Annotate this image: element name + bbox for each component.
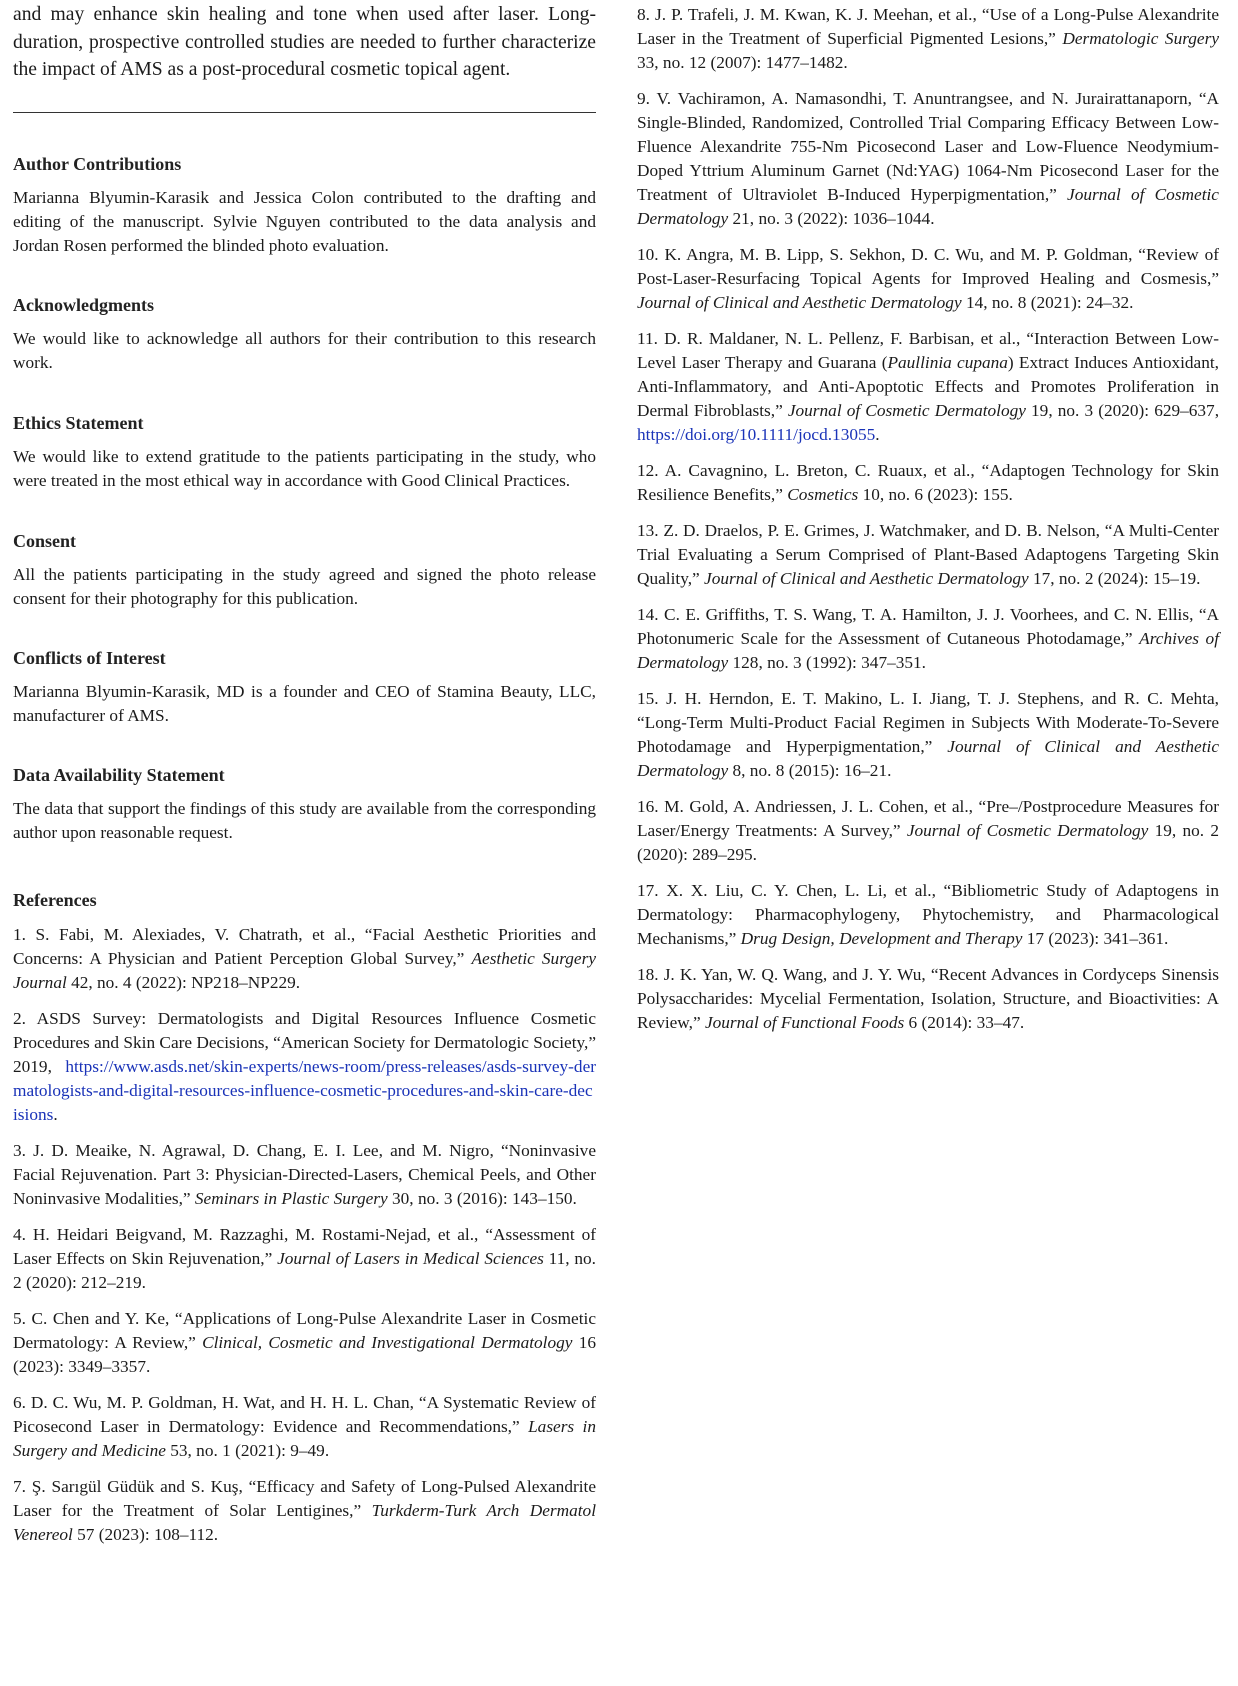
reference-text: 15. J. H. Herndon, E. T. Makino, L. I. Jiang, T. J. Stephens, and R. C. Mehta, “Long-Term Multi-Product Facial Regimen in Subjects With Moderate-To-Severe Photodamage and Hyperpigmentation,” [637,689,1219,756]
reference-details: 16 (2023): 3349–3357. [13,1332,596,1376]
reference-item [637,87,1219,231]
reference-item [13,1223,596,1295]
reference-journal: Journal of Functional Foods [704,1013,905,1032]
reference-journal: Cosmetics [787,485,859,504]
reference-journal: Journal of Clinical and Aesthetic Dermatology [637,737,1219,780]
section-ethics-statement [13,412,596,493]
section-heading: Ethics Statement [13,412,144,433]
reference-text: 3. J. D. Meaike, N. Agrawal, D. Chang, E. I. Lee, and M. Nigro, “Noninvasive Facial Rejuvenation. Part 3: Physician-Directed-Lasers, Chemical Peels, and Other Noninvasive Modalities,” [13,1140,596,1208]
reference-text: 7. Ş. Sarıgül Güdük and S. Kuş, “Efficacy and Safety of Long-Pulsed Alexandrite Laser for the Treatment of Solar Lentigines,” [13,1476,596,1520]
reference-journal: Archives of Dermatology [637,629,1219,672]
section-body: We would like to acknowledge all authors for their contribution to this research work. [13,328,596,372]
reference-text: 12. A. Cavagnino, L. Breton, C. Ruaux, et al., “Adaptogen Technology for Skin Resilience Benefits,” [637,461,1219,504]
reference-text: 1. S. Fabi, M. Alexiades, V. Chatrath, et al., “Facial Aesthetic Priorities and Concerns: A Physician and Patient Perception Global Survey,” [13,924,596,968]
reference-journal: Journal of Lasers in Medical Sciences [277,1248,544,1268]
reference-details: 33, no. 12 (2007): 1477–1482. [637,53,848,72]
reference-text: 8. J. P. Trafeli, J. M. Kwan, K. J. Meehan, et al., “Use of a Long-Pulse Alexandrite Laser in the Treatment of Superficial Pigmented Lesions,” [637,5,1219,48]
reference-journal: Seminars in Plastic Surgery [194,1188,388,1208]
section-consent [13,530,596,611]
reference-details: 42, no. 4 (2022): NP218–NP229. [66,972,301,992]
section-body: The data that support the findings of this study are available from the corresponding author upon reasonable request. [13,798,596,842]
reference-journal: Drug Design, Development and Therapy [740,929,1023,948]
reference-journal: Journal of Clinical and Aesthetic Dermatology [704,569,1029,588]
reference-link[interactable]: https://doi.org/10.1111/jocd.13055 [637,425,876,444]
reference-journal: Turkderm-Turk Arch Dermatol Venereol [13,1500,596,1544]
reference-item [637,3,1219,75]
reference-text: 16. M. Gold, A. Andriessen, J. L. Cohen, et al., “Pre–/Postprocedure Measures for Laser/Energy Treatments: A Survey,” [637,797,1219,840]
reference-details: 19, no. 3 (2020): 629–637, [1025,401,1220,420]
reference-details: 17 (2023): 341–361. [1022,929,1169,948]
reference-journal: Journal of Clinical and Aesthetic Dermatology [637,293,962,312]
section-body: We would like to extend gratitude to the patients participating in the study, who were treated in the most ethical way in accordance with Good Clinical Practices. [13,446,596,490]
reference-item [637,459,1219,507]
reference-item [13,1307,596,1379]
section-heading: Data Availability Statement [13,764,225,785]
section-acknowledgments [13,294,596,375]
reference-details: 128, no. 3 (1992): 347–351. [728,653,926,672]
section-heading: Conflicts of Interest [13,647,166,668]
reference-journal: Lasers in Surgery and Medicine [13,1416,596,1460]
reference-item [13,1007,596,1127]
reference-journal: Dermatologic Surgery [1062,29,1219,48]
reference-item [637,963,1219,1035]
reference-item [637,327,1219,447]
reference-journal: Journal of Cosmetic Dermatology [787,401,1026,420]
right-column [637,0,1219,1047]
section-body: All the patients participating in the study agreed and signed the photo release consent for their photography for this publication. [13,564,596,608]
reference-details: 57 (2023): 108–112. [72,1524,219,1544]
reference-text: 5. C. Chen and Y. Ke, “Applications of Long-Pulse Alexandrite Laser in Cosmetic Dermatology: A Review,” [13,1308,596,1352]
reference-details: 53, no. 1 (2021): 9–49. [165,1440,330,1460]
reference-details: 8, no. 8 (2015): 16–21. [728,761,892,780]
reference-journal: Journal of Cosmetic Dermatology [637,185,1219,228]
reference-punctuation: . [53,1104,58,1124]
reference-punctuation: . [875,425,880,444]
reference-details: 30, no. 3 (2016): 143–150. [387,1188,577,1208]
reference-item [13,1391,596,1463]
reference-details: 21, no. 3 (2022): 1036–1044. [728,209,935,228]
left-column [13,0,596,1559]
section-author-contributions [13,153,596,258]
reference-item [637,243,1219,315]
reference-text: 11. D. R. Maldaner, N. L. Pellenz, F. Barbisan, et al., “Interaction Between Low-Level Laser Therapy and Guarana ( [637,329,1219,372]
section-body: Marianna Blyumin-Karasik and Jessica Colon contributed to the drafting and editing of the manuscript. Sylvie Nguyen contributed to the data analysis and Jordan Rosen performed the blinded photo evaluation. [13,187,596,255]
reference-text: 2. ASDS Survey: Dermatologists and Digital Resources Influence Cosmetic Procedures and Skin Care Decisions, “American Society for Dermatologic Society,” 2019, [13,1008,596,1076]
reference-item [637,879,1219,951]
reference-journal: Aesthetic Surgery Journal [13,948,596,992]
reference-item [13,923,596,995]
reference-text: 13. Z. D. Draelos, P. E. Grimes, J. Watchmaker, and D. B. Nelson, “A Multi-Center Trial Evaluating a Serum Comprised of Plant-Based Adaptogens Targeting Skin Quality,” [637,521,1219,588]
reference-item [13,1139,596,1211]
reference-text: 10. K. Angra, M. B. Lipp, S. Sekhon, D. C. Wu, and M. P. Goldman, “Review of Post-Laser-Resurfacing Topical Agents for Improved Healing and Cosmesis,” [637,245,1219,288]
reference-details: 10, no. 6 (2023): 155. [858,485,1013,504]
intro-paragraph: and may enhance skin healing and tone when used after laser. Long-duration, prospective controlled studies are needed to further characterize the impact of AMS as a post-procedural cosmetic topical agent. [13,4,596,80]
section-conflicts-of-interest [13,647,596,728]
reference-text: 14. C. E. Griffiths, T. S. Wang, T. A. Hamilton, J. J. Voorhees, and C. N. Ellis, “A Photonumeric Scale for the Assessment of Cutaneous Photodamage,” [637,605,1219,648]
reference-text: 9. V. Vachiramon, A. Namasondhi, T. Anuntrangsee, and N. Jurairattanaporn, “A Single-Blinded, Randomized, Controlled Trial Comparing Efficacy Between Low-Fluence Alexandrite 755-Nm Picosecond Laser and Low-Fluence Neodymium-Doped Yttrium Aluminum Garnet (Nd:YAG) 1064-Nm Picosecond Laser for the Treatment of Ultraviolet B-Induced Hyperpigmentation,” [637,89,1219,204]
reference-details: 11, no. 2 (2020): 212–219. [13,1248,596,1292]
reference-text: 6. D. C. Wu, M. P. Goldman, H. Wat, and H. H. L. Chan, “A Systematic Review of Picosecond Laser in Dermatology: Evidence and Recommendations,” [13,1392,596,1436]
references-list-right [637,3,1219,1035]
reference-journal: Journal of Cosmetic Dermatology [906,821,1149,840]
reference-item [637,795,1219,867]
section-heading: Acknowledgments [13,294,155,315]
section-body: Marianna Blyumin-Karasik, MD is a founder and CEO of Stamina Beauty, LLC, manufacturer of AMS. [13,681,596,725]
reference-details: 19, no. 2 (2020): 289–295. [637,821,1219,864]
references-heading: References [13,889,97,910]
section-heading: Consent [13,530,77,551]
section-data-availability [13,764,596,845]
reference-item [13,1475,596,1547]
reference-text: ) Extract Induces Antioxidant, Anti-Inflammatory, and Anti-Apoptotic Effects and Promotes Proliferation in Dermal Fibroblasts,” [637,353,1219,420]
section-divider [13,112,596,113]
reference-species-name: Paullinia cupana [887,353,1008,372]
references-list-left [13,923,596,1547]
reference-link[interactable]: https://www.asds.net/skin-experts/news-room/press-releases/asds-survey-dermatologists-and-digital-resources-influence-cosmetic-procedures-and-skin-care-decisions [13,1056,596,1124]
reference-item [637,519,1219,591]
reference-details: 6 (2014): 33–47. [904,1013,1025,1032]
reference-item [637,603,1219,675]
reference-text: 17. X. X. Liu, C. Y. Chen, L. Li, et al., “Bibliometric Study of Adaptogens in Dermatology: Pharmacophylogeny, Phytochemistry, and Pharmacological Mechanisms,” [637,881,1219,948]
reference-text: 18. J. K. Yan, W. Q. Wang, and J. Y. Wu, “Recent Advances in Cordyceps Sinensis Polysaccharides: Mycelial Fermentation, Isolation, Structure, and Bioactivities: A Review,” [637,965,1219,1032]
reference-details: 14, no. 8 (2021): 24–32. [961,293,1134,312]
reference-details: 17, no. 2 (2024): 15–19. [1028,569,1201,588]
reference-item [637,687,1219,783]
section-heading: Author Contributions [13,153,182,174]
reference-text: 4. H. Heidari Beigvand, M. Razzaghi, M. Rostami-Nejad, et al., “Assessment of Laser Effects on Skin Rejuvenation,” [13,1224,596,1268]
reference-journal: Clinical, Cosmetic and Investigational Dermatology [202,1332,573,1352]
references-section [13,889,596,1547]
